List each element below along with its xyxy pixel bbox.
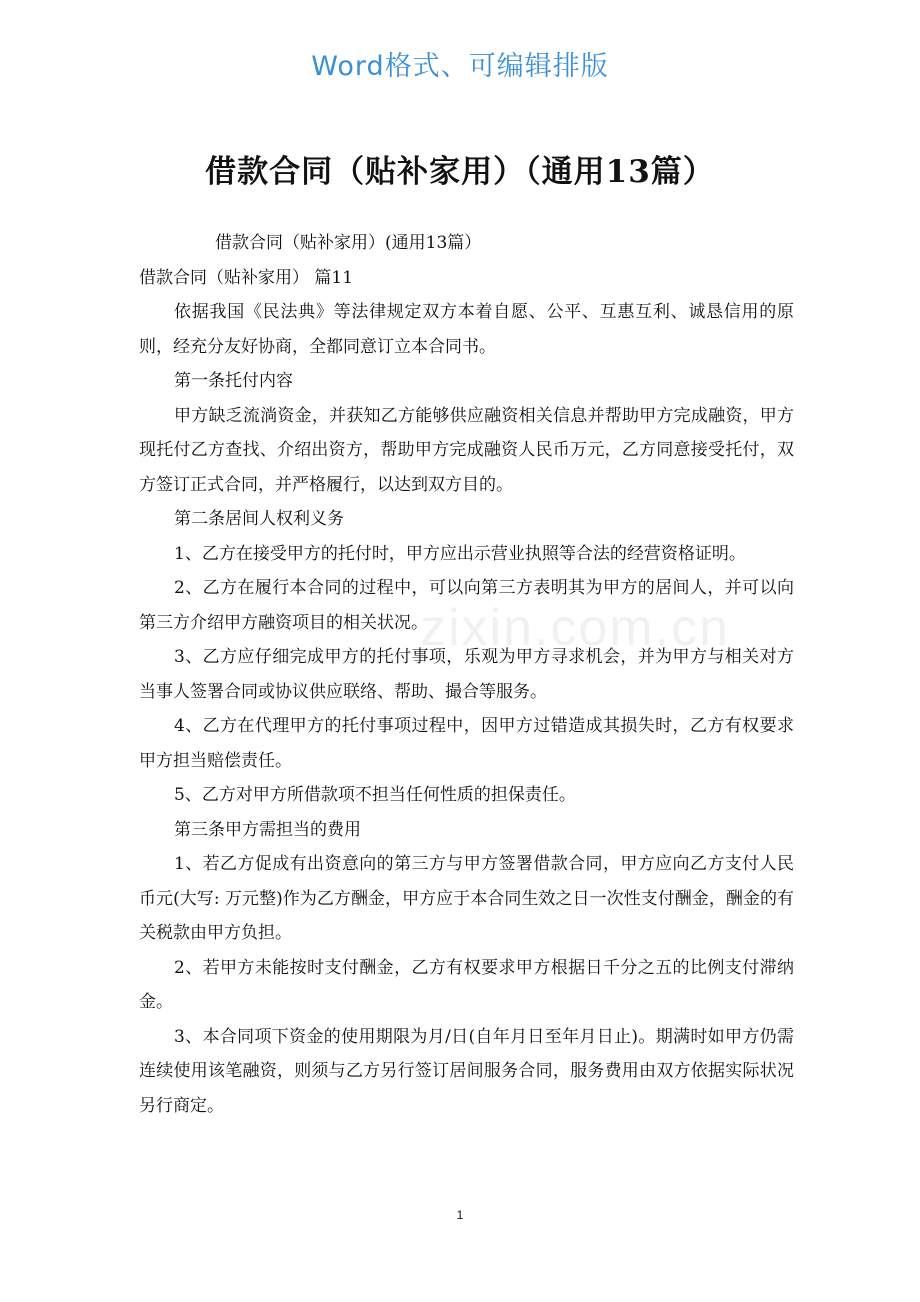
paragraph: 5、乙方对甲方所借款项不担当任何性质的担保责任。 bbox=[174, 785, 576, 805]
watermark: zixin.com.cn bbox=[420, 599, 731, 657]
paragraph: 甲方缺乏流淌资金，并获知乙方能够供应融资相关信息并帮助甲方完成融资，甲方现托付乙方查找、介绍出资方，帮助甲方完成融资人民币万元，乙方同意接受托付，双方签订正式合同，并严格履行，以达到双方目的。 bbox=[139, 405, 794, 495]
header-banner: Word格式、可编辑排版 bbox=[311, 51, 609, 82]
paragraph: 2、乙方在履行本合同的过程中，可以向第三方表明其为甲方的居间人，并可以向第三方介绍甲方融资项目的相关状况。 bbox=[139, 578, 794, 633]
paragraph: 3、本合同项下资金的使用期限为月/日(自年月日至年月日止)。期满时如甲方仍需连续使用该笔融资，则须与乙方另行签订居间服务合同，服务费用由双方依据实际状况另行商定。 bbox=[139, 1026, 794, 1116]
clause-heading: 第一条托付内容 bbox=[174, 371, 293, 391]
document-subtitle: 借款合同（贴补家用）(通用13篇） bbox=[215, 233, 482, 253]
paragraph: 2、若甲方未能按时支付酬金，乙方有权要求甲方根据日千分之五的比例支付滞纳金。 bbox=[139, 957, 794, 1012]
clause-heading: 第二条居间人权利义务 bbox=[174, 509, 344, 529]
clause-heading: 第三条甲方需担当的费用 bbox=[174, 819, 361, 840]
page-number: 1 bbox=[456, 1208, 464, 1222]
section-heading: 借款合同（贴补家用） 篇11 bbox=[139, 267, 354, 288]
paragraph: 3、乙方应仔细完成甲方的托付事项，乐观为甲方寻求机会，并为甲方与相关对方当事人签署合同或协议供应联络、帮助、撮合等服务。 bbox=[139, 647, 794, 702]
paragraph: 1、若乙方促成有出资意向的第三方与甲方签署借款合同，甲方应向乙方支付人民币元(大写: 万元整)作为乙方酬金，甲方应于本合同生效之日一次性支付酬金，酬金的有关税款由甲方负担。 bbox=[139, 854, 794, 943]
paragraph: 4、乙方在代理甲方的托付事项过程中，因甲方过错造成其损失时，乙方有权要求甲方担当赔偿责任。 bbox=[139, 716, 794, 771]
document-body bbox=[139, 226, 794, 1123]
document-title: 借款合同（贴补家用）（通用13篇） bbox=[205, 154, 715, 190]
paragraph: 依据我国《民法典》等法律规定双方本着自愿、公平、互惠互利、诚恳信用的原则，经充分友好协商，全都同意订立本合同书。 bbox=[139, 302, 794, 357]
paragraph: 1、乙方在接受甲方的托付时，甲方应出示营业执照等合法的经营资格证明。 bbox=[174, 543, 746, 564]
